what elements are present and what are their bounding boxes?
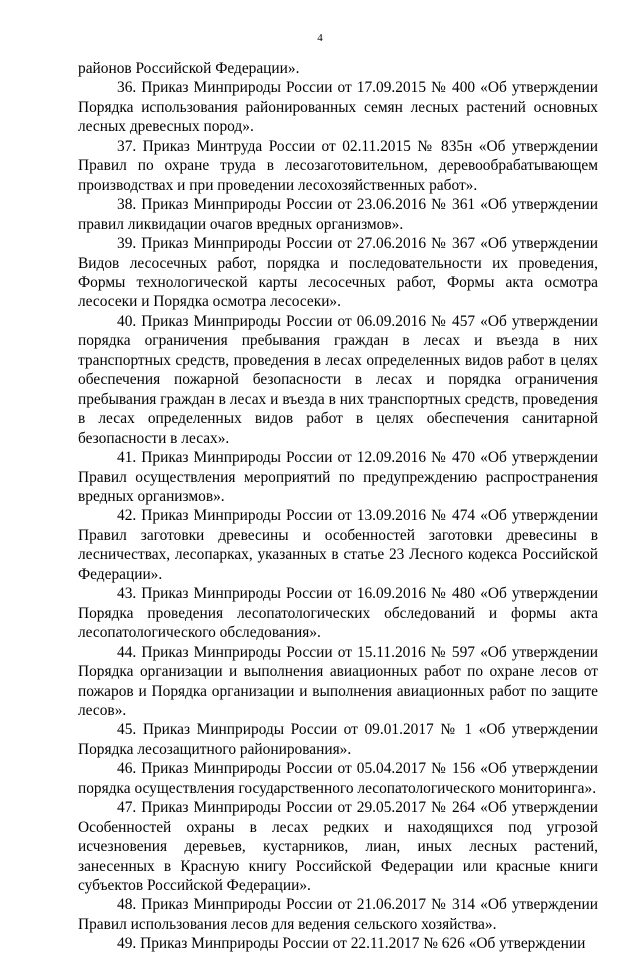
- list-item: 46. Приказ Минприроды России от 05.04.2017 № 156 «Об утверждении порядка осуществления государственного лесопатологического мониторинга».: [78, 760, 598, 797]
- list-item: 49. Приказ Минприроды России от 22.11.2017 № 626 «Об утверждении: [117, 935, 586, 953]
- page-number: 4: [317, 32, 323, 44]
- list-item: 48. Приказ Минприроды России от 21.06.2017 № 314 «Об утверждении Правил использования лесов для ведения сельского хозяйства».: [78, 896, 598, 933]
- list-item: 44. Приказ Минприроды России от 15.11.2016 № 597 «Об утверждении Порядка организации и выполнения авиационных работ по охране лесов от пожаров и Порядка организации и выполнения авиационных работ по защите лесов».: [78, 643, 598, 719]
- list-item: 47. Приказ Минприроды России от 29.05.2017 № 264 «Об утверждении Особенностей охраны в лесах редких и находящихся под угрозой исчезновения деревьев, кустарников, лиан, иных лесных растений, занесенных в Красную книгу Российской Федерации или красные книги субъектов Российской Федерации».: [78, 799, 598, 895]
- list-item: 39. Приказ Минприроды России от 27.06.2016 № 367 «Об утверждении Видов лесосечных работ, порядка и последовательности их проведения, Формы технологической карты лесосечных работ, Формы акта осмотра лесосеки и Порядка осмотра лесосеки».: [78, 235, 598, 311]
- document-body: [78, 59, 598, 954]
- list-item: 43. Приказ Минприроды России от 16.09.2016 № 480 «Об утверждении Порядка проведения лесопатологических обследований и формы акта лесопатологического обследования».: [78, 585, 598, 642]
- list-item: 36. Приказ Минприроды России от 17.09.2015 № 400 «Об утверждении Порядка использования районированных семян лесных растений основных лесных древесных пород».: [78, 79, 598, 136]
- list-item: 37. Приказ Минтруда России от 02.11.2015 № 835н «Об утверждении Правил по охране труда в лесозаготовительном, деревообрабатывающем производствах и при проведении лесохозяйственных работ».: [78, 137, 598, 194]
- list-item: 40. Приказ Минприроды России от 06.09.2016 № 457 «Об утверждении порядка ограничения пребывания граждан в лесах и въезда в них транспортных средств, проведения в лесах определенных видов работ в целях обеспечения пожарной безопасности в лесах и порядка ограничения пребывания граждан в лесах и въезда в них транспортных средств, проведения в лесах определенных видов работ в целях обеспечения санитарной безопасности в лесах».: [78, 312, 598, 447]
- list-item: 45. Приказ Минприроды России от 09.01.2017 № 1 «Об утверждении Порядка лесозащитного районирования».: [78, 721, 598, 758]
- list-item: 41. Приказ Минприроды России от 12.09.2016 № 470 «Об утверждении Правил осуществления мероприятий по предупреждению распространения вредных организмов».: [78, 449, 598, 505]
- continuation-paragraph: районов Российской Федерации».: [78, 60, 300, 77]
- list-item: 42. Приказ Минприроды России от 13.09.2016 № 474 «Об утверждении Правил заготовки древесины и особенностей заготовки древесины в лесничествах, лесопарках, указанных в статье 23 Лесного кодекса Российской Федерации».: [78, 507, 598, 583]
- list-item: 38. Приказ Минприроды России от 23.06.2016 № 361 «Об утверждении правил ликвидации очагов вредных организмов».: [78, 196, 598, 233]
